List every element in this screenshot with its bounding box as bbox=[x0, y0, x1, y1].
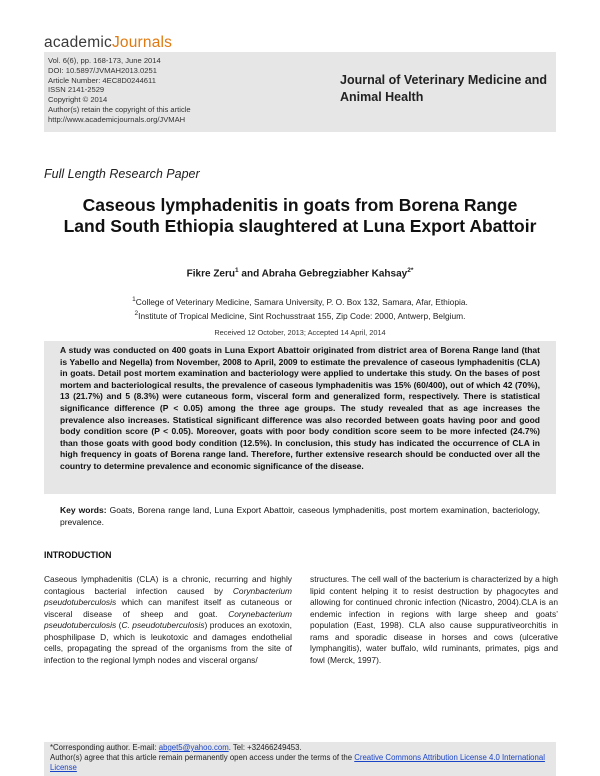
footnote: *Corresponding author. E-mail: abget5@yahoo.com. Tel: +32466249453. Author(s) agree that this article remain permanently open access under the terms of the Creative Commons Attribution License 4.0 International License bbox=[50, 743, 545, 772]
keywords bbox=[60, 504, 540, 528]
copyright-line: Copyright © 2014 bbox=[48, 95, 108, 105]
article-number-line: Article Number: 4EC8D0244611 bbox=[48, 75, 156, 85]
issn-line: ISSN 2141-2529 bbox=[48, 85, 105, 95]
author-2-sup: 2* bbox=[407, 267, 414, 274]
journal-url[interactable]: http://www.academicjournals.org/JVMAH bbox=[48, 114, 186, 124]
intro-column-left: Caseous lymphadenitis (CLA) is a chronic, recurring and highly contagious bacterial infection caused by Corynbacterium pseudotuberculosis which can manifest itself as cutaneous or visceral disease of sheep and goat. Corynebacterium pseudotuberculosis (C. pseudotuberculosis) produces an exotoxin, phosphilipase D, which is leukotoxic and damages endothelial cells, propagating the spread of the organisms from the site of infection to the regional lymph nodes and visceral organs/ bbox=[44, 574, 293, 665]
authors bbox=[60, 267, 540, 279]
author-conjunction: and bbox=[238, 268, 262, 280]
author-1-sup: 1 bbox=[235, 267, 239, 274]
abstract: A study was conducted on 400 goats in Luna Export Abattoir originated from district area of Borena Range land (that is Yabello and Negella) from November, 2008 to April, 2009 to estimate the prevalence of caseous lymphadenitis (CLA) in goats. Detail post mortem examination and bacteriology were applied to undertake this study. On the bases of post mortem and bacteriological results, the prevalence of caseous lymphadenitis was 15% (60/400), out of which 42 (70%), 13 (21.7%) and 5 (8.3%) were cutaneous form, visceral form and generalized form, respectively. There is statistical significance difference (P < 0.05) among the three age groups. The study revealed that as age increases the prevalence also increases. Statistical significant difference was also recorded between goats having poor and good body condition score (P < 0.05). Moreover, goats with poor body condition score seem to be more infected (24.7%) than those goats with good body condition (12.5%). In conclusion, this study has indicated the occurrence of CLA in high frequency in goats of Borena range land. Therefore, further extensive research should be conducted over all the country to determine prevalence and economic significance of the disease. bbox=[60, 345, 540, 471]
author-2: Abraha Gebregziabher Kahsay bbox=[261, 268, 408, 280]
publisher-logo: academicJournals bbox=[44, 34, 173, 51]
volume-line: Vol. 6(6), pp. 168-173, June 2014 bbox=[48, 56, 161, 65]
author-1: Fikre Zeru bbox=[186, 268, 235, 280]
doi-line: DOI: 10.5897/JVMAH2013.0251 bbox=[48, 65, 157, 75]
affiliation-2: $^2$Institute of Tropical Medicine, Sint Rochusstraat 155, Zip Code: 2000, Antwerp, Belgium. bbox=[134, 309, 466, 321]
paper-title: Caseous lymphadenitis in goats from Borena Range Land South Ethiopia slaughtered at Luna Export Abattoir bbox=[63, 195, 537, 236]
author-email-link[interactable]: abget5@yahoo.com bbox=[158, 743, 229, 752]
license-link[interactable]: Creative Commons Attribution License 4.0 International License bbox=[50, 752, 545, 772]
journal-title: Journal of Veterinary Medicine and Animal Health bbox=[340, 73, 548, 104]
keywords-text: Goats, Borena range land, Luna Export Abattoir, caseous lymphadenitis, post mortem examination, bacteriology, prevalence. bbox=[60, 505, 540, 527]
paper-type: Full Length Research Paper bbox=[44, 167, 200, 181]
intro-column-right: structures. The cell wall of the bacterium is characterized by a high lipid content helping it to resist destruction by phagocytes and allowing for continued chronic infection (Nicastro, 2004).CLA is an endemic infection in regions with large sheep and goats’ population (East, 1998). CLA also cause suppurativeorchitis in rams and sporadic disease in horses and cows (ulcerative lymphangitis), water buffalo, wild ruminants, primates, pigs and fowl (Merck, 1997). bbox=[310, 574, 558, 665]
copyright-note-line: Author(s) retain the copyright of this article bbox=[48, 104, 191, 114]
affiliation-1: $^1$College of Veterinary Medicine, Samara University, P. O. Box 132, Samara, Afar, Ethiopia. bbox=[132, 296, 468, 307]
introduction-heading: INTRODUCTION bbox=[44, 550, 112, 560]
journal-info bbox=[48, 56, 238, 125]
keywords-label: Key words: bbox=[60, 505, 107, 515]
received-dates: Received 12 October, 2013; Accepted 14 April, 2014 bbox=[214, 328, 386, 337]
affiliations bbox=[60, 294, 540, 322]
